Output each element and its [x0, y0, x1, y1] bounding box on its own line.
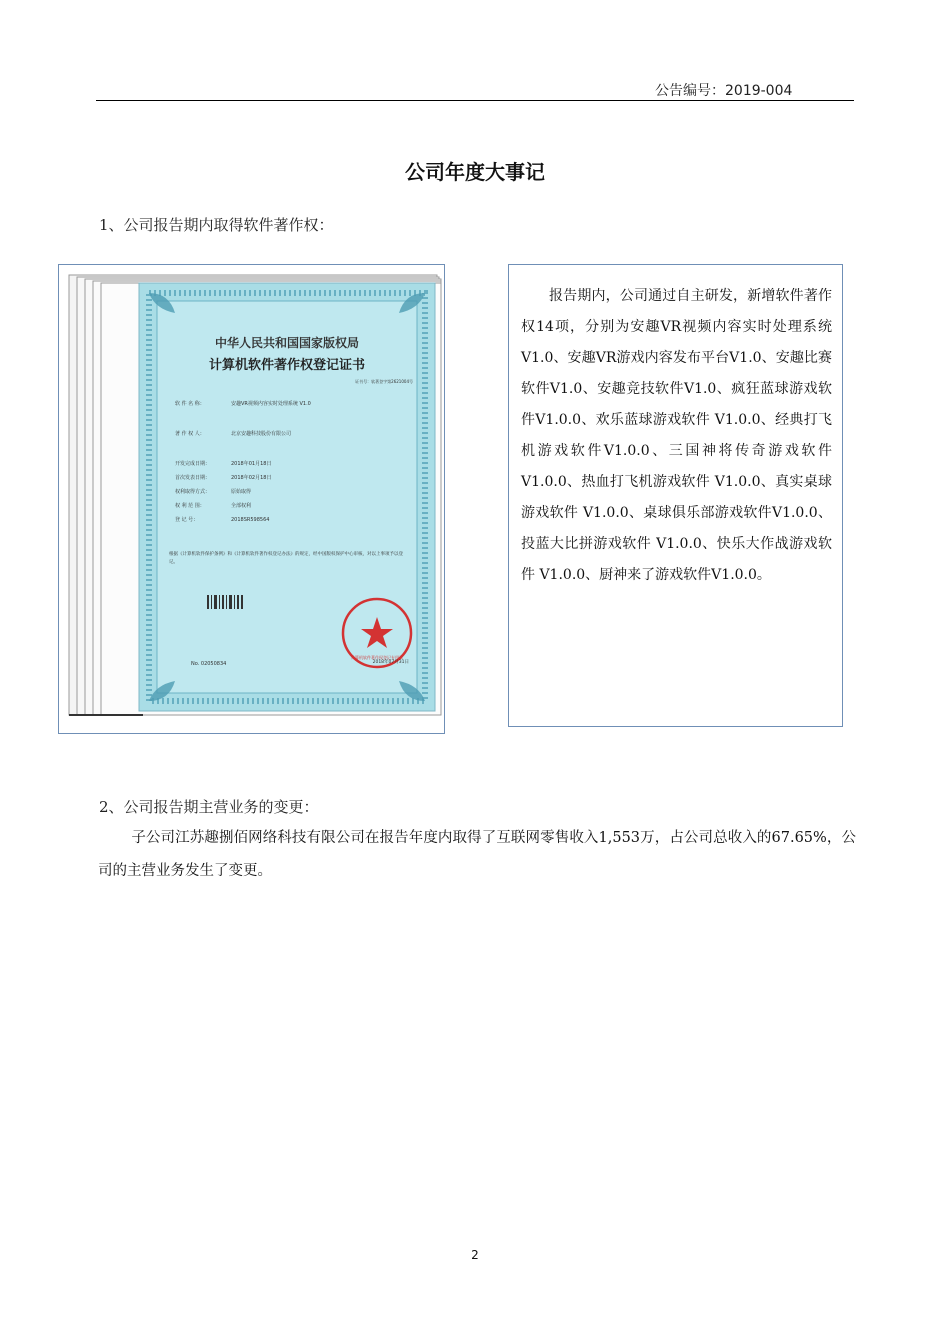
copyright-summary-box [508, 264, 843, 727]
cert-statement: 根据《计算机软件保护条例》和《计算机软件著作权登记办法》的规定，经中国版权保护中心审核，对以上事项予以登记。 [169, 552, 403, 565]
cert-field-label: 首次发表日期： [175, 475, 211, 481]
cert-field-label: 登 记 号： [175, 517, 199, 523]
cert-date: 2018年07月31日 [372, 660, 409, 665]
section-2-heading: 2、公司报告期主营业务的变更： [99, 798, 319, 816]
cert-number: 证书号：软著登字第2621004号 [355, 379, 413, 384]
certificate-image [59, 265, 444, 733]
cert-field-value: 2018年02月18日 [231, 475, 272, 481]
section-1-heading: 1、公司报告期内取得软件著作权： [99, 216, 334, 234]
cert-field-value: 北京安趣科技股份有限公司 [231, 431, 292, 437]
cert-field-value: 全部权利 [231, 503, 252, 509]
cert-title: 计算机软件著作权登记证书 [208, 358, 366, 373]
header-divider [96, 100, 854, 101]
cert-field-label: 软 件 名 称： [175, 401, 205, 407]
cert-field-value: 2018SR598564 [231, 517, 270, 523]
cert-field-value: 原始取得 [231, 489, 252, 495]
cert-field-label: 开发完成日期： [175, 461, 211, 467]
cert-field-label: 权 利 范 围： [175, 503, 205, 509]
certificate-image-frame [58, 264, 445, 734]
announcement-number: 公告编号：2019-004 [655, 83, 793, 99]
cert-field-label: 权利取得方式： [175, 489, 211, 495]
seal-text: 计算机软件著作权登记专用章 [351, 655, 403, 660]
business-change-paragraph: 子公司江苏趣捌佰网络科技有限公司在报告年度内取得了互联网零售收入1,553万，占公司总收入的67.65%，公司的主营业务发生了变更。 [98, 830, 856, 879]
cert-serial: No. 02050834 [191, 661, 227, 667]
cert-field-label: 著 作 权 人： [175, 431, 205, 437]
cert-field-value: 2018年01月18日 [231, 461, 272, 467]
copyright-summary-text: 报告期内，公司通过自主研发，新增软件著作权14项，分别为安趣VR视频内容实时处理系统V1.0、安趣VR游戏内容发布平台V1.0、安趣比赛软件V1.0、安趣竞技软件V1.0、疯狂蓝球游戏软件V1.0.0、欢乐蓝球游戏软件 V1.0.0、经典打飞机游戏软件V1.0.0、三国神将传奇游戏软件V1.0.0、热血打飞机游戏软件 V1.0.0、真实桌球游戏软件 V1.0.0、桌球俱乐部游戏软件V1.0.0、投蓝大比拼游戏软件 V1.0.0、快乐大作战游戏软件 V1.0.0、厨神来了游戏软件V1.0.0。 [521, 288, 832, 583]
cert-agency: 中华人民共和国国家版权局 [214, 336, 360, 350]
cert-field-value: 安趣VR视频内容实时处理系统 V1.0 [231, 401, 311, 407]
page-number: 2 [471, 1248, 479, 1262]
page-title: 公司年度大事记 [405, 160, 545, 184]
